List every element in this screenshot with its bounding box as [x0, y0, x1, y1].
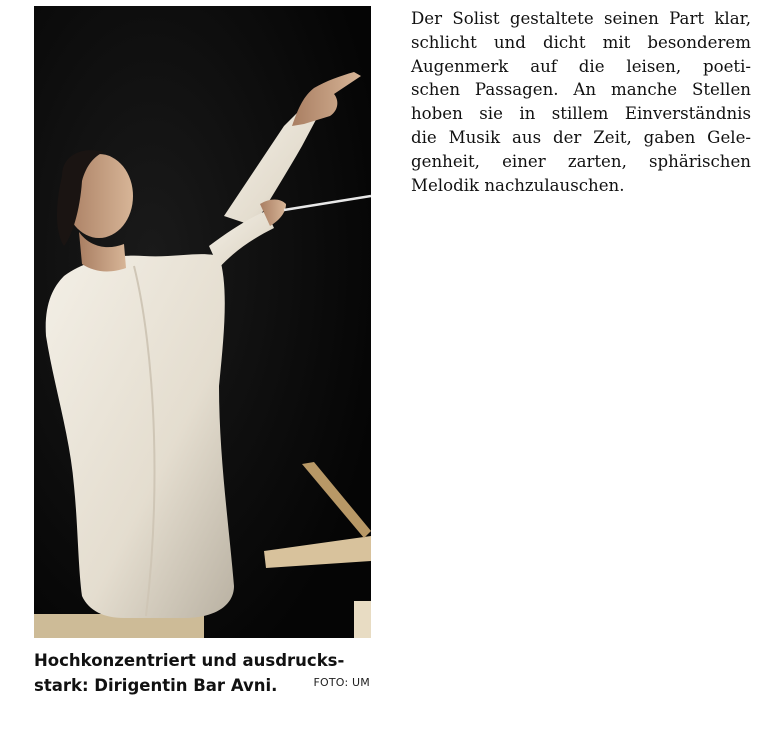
- photo-credit: FOTO: UM: [313, 676, 370, 689]
- article-text: [411, 7, 751, 197]
- article-line: Melodik nachzulauschen.: [411, 175, 625, 195]
- caption-line-2: stark: Dirigentin Bar Avni.: [34, 676, 278, 695]
- photo-caption: [34, 648, 379, 698]
- caption-line-1: Hochkonzentriert und ausdrucks-: [34, 651, 345, 670]
- article-line: genheit, einer zarten, sphärischen: [411, 151, 751, 171]
- article-line: hoben sie in stillem Einverständnis: [411, 104, 751, 124]
- article-line: schlicht und dicht mit besonderem: [411, 32, 751, 52]
- conductor-photo: [34, 6, 371, 638]
- article-line: die Musik aus der Zeit, gaben Gele-: [411, 127, 751, 147]
- article-line: schen Passagen. An manche Stellen: [411, 80, 751, 100]
- article-line: Der Solist gestaltete seinen Part klar,: [411, 9, 751, 28]
- article-line: Augenmerk auf die leisen, poeti-: [411, 56, 751, 76]
